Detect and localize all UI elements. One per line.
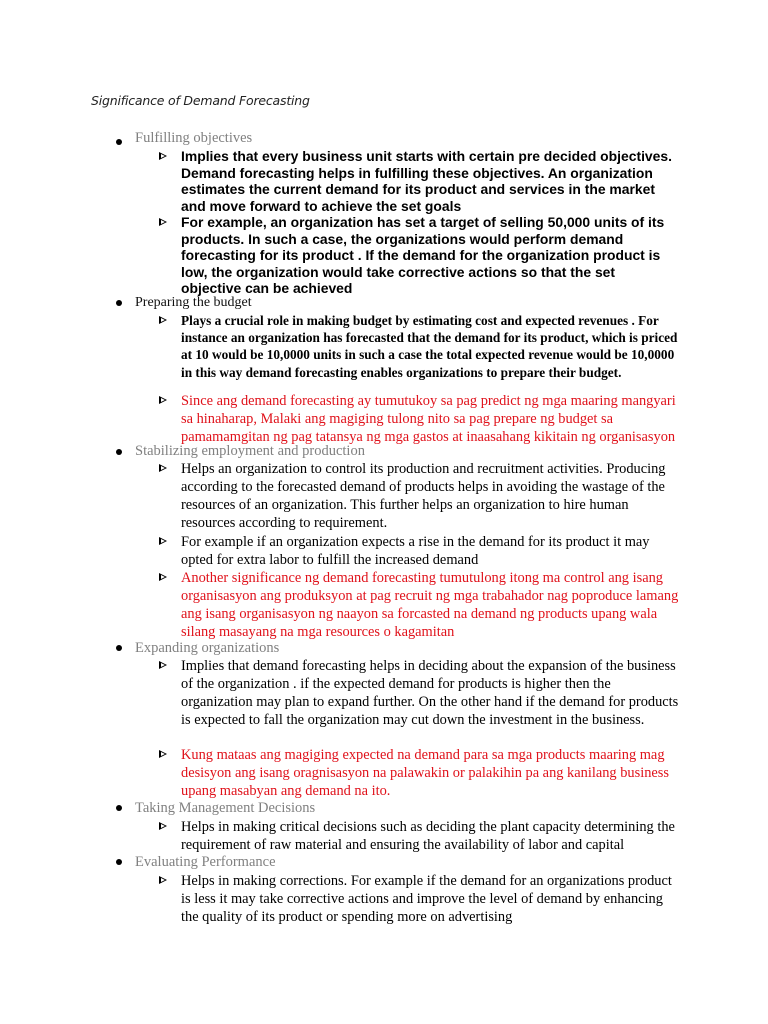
- point-text: Helps in making corrections. For example if the demand for an organizations product is less it may take corrective actions and improve the level of demand by enhancing the quality of its product or spending more on advertising: [181, 873, 672, 925]
- arrow-bullet-icon: [159, 573, 167, 581]
- arrow-bullet-icon: [159, 316, 167, 324]
- arrow-bullet-icon: [159, 876, 167, 884]
- heading-evaluating-performance: Evaluating Performance: [135, 854, 276, 870]
- heading-stabilizing: Stabilizing employment and production: [135, 443, 365, 459]
- heading-preparing-budget: Preparing the budget: [135, 295, 252, 310]
- point-text: Another significance ng demand forecasting tumutulong itong ma control ang isang organisasyon ang produksyon at pag recruit ng mga trabahador nag poproduce lamang ang isang organisasyon ng naayon sa forcasted na demand ng products upang wala silang masayang na mga resources o kagamitan: [181, 570, 679, 640]
- point-text: For example if an organization expects a rise in the demand for its product it may opted for extra labor to fulfill the increased demand: [181, 534, 650, 568]
- point-text: Plays a crucial role in making budget by estimating cost and expected revenues . For instance an organization has forecasted that the demand for its product, which is priced at 10 would be 10,0000 units in such a case the total expected revenue would be 10,0000 in this way demand forecasting enables organizations to prepare their budget.: [181, 313, 678, 380]
- arrow-bullet-icon: [159, 537, 167, 545]
- point-text: Implies that demand forecasting helps in deciding about the expansion of the business of the organization . if the expected demand for products is higher then the organization may plan to expand further. On the other hand if the demand for products is expected to fall the organization may cut down the investment in the business.: [181, 658, 679, 728]
- bullet-icon: [116, 300, 122, 306]
- arrow-bullet-icon: [159, 152, 167, 160]
- arrow-bullet-icon: [159, 218, 167, 226]
- arrow-bullet-icon: [159, 750, 167, 758]
- point-text: Since ang demand forecasting ay tumutukoy sa pag predict ng mga maaring mangyari sa hinaharap, Malaki ang magiging tulong nito sa pag prepare ng budget sa pamamamgitan ng pag tatansya ng mga gastos at inaasahang kikitain ng organisasyon: [181, 393, 676, 445]
- point-text: Helps an organization to control its production and recruitment activities. Producing according to the forecasted demand of products helps in avoiding the wastage of the resources of an organization. This further helps an organization to hire human resources according to requirement.: [181, 461, 666, 531]
- arrow-bullet-icon: [159, 396, 167, 404]
- bullet-icon: [116, 645, 122, 651]
- heading-expanding: Expanding organizations: [135, 640, 280, 656]
- heading-management-decisions: Taking Management Decisions: [135, 800, 316, 816]
- bullet-icon: [116, 449, 122, 455]
- bullet-icon: [116, 859, 122, 865]
- arrow-bullet-icon: [159, 661, 167, 669]
- heading-fulfilling-objectives: Fulfilling objectives: [135, 130, 253, 146]
- bullet-icon: [116, 139, 122, 145]
- arrow-bullet-icon: [159, 464, 167, 472]
- bullet-icon: [116, 805, 122, 811]
- point-text: Implies that every business unit starts with certain pre decided objectives. Demand forecasting helps in fulfilling these objectives. An organization estimates the current demand for its product and services in the market and move forward to achieve the set goals: [181, 148, 672, 214]
- point-text: For example, an organization has set a target of selling 50,000 units of its products. In such a case, the organizations would perform demand forecasting for its product . If the demand for the organization product is low, the organization would take corrective actions so that the set objective can be achieved: [181, 214, 665, 297]
- point-text: Helps in making critical decisions such as deciding the plant capacity determining the requirement of raw material and ensuring the availability of labor and capital: [181, 819, 675, 853]
- page-title: Significance of Demand Forecasting: [91, 93, 310, 108]
- point-text: Kung mataas ang magiging expected na demand para sa mga products maaring mag desisyon ang isang oragnisasyon na palawakin or palakihin pa ang kanilang business upang masabyan ang demand na ito.: [181, 747, 669, 799]
- arrow-bullet-icon: [159, 822, 167, 830]
